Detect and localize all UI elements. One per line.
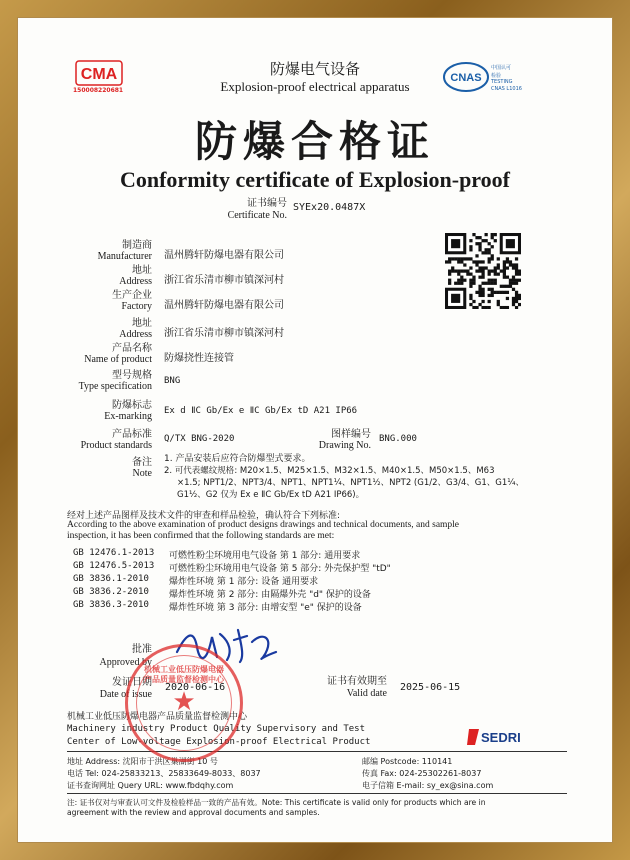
contact-postcode: 邮编 Postcode: 110141	[362, 757, 453, 766]
field-label-cn: 型号规格	[112, 370, 152, 381]
standard-code: GB 3836.1-2010	[73, 574, 149, 584]
cma-number: 150008220681	[73, 87, 124, 94]
field-label-cn: 地址	[132, 265, 152, 276]
field-label-en: Factory	[121, 301, 152, 312]
drawing-value: BNG.000	[379, 434, 417, 444]
valid-value: 2025-06-15	[400, 682, 461, 693]
cnas-label-sub1: 检验	[491, 73, 502, 79]
statement-en-2: inspection, it has been confirmed that the following standards are met:	[67, 531, 335, 541]
official-seal-text: 机械工业低压防爆电器产品质量监督检测中心	[144, 665, 224, 684]
center-name-en-2: Center of Low-voltage Explosion-proof Electrical Product	[67, 737, 371, 747]
footer-line-1: 注: 证书仅对与审查认可文件及检验样品一致的产品有效。Note: This certificate is valid only for products which are in	[67, 798, 486, 807]
standard-code: GB 3836.2-2010	[73, 587, 149, 597]
standard-code: GB 3836.3-2010	[73, 600, 149, 610]
field-label-en: Address	[119, 276, 152, 287]
field-label-en: Manufacturer	[97, 251, 152, 262]
standard-description: 可燃性粉尘环境用电气设备 第 1 部分: 通用要求	[169, 551, 361, 561]
qr-code	[445, 233, 521, 313]
note-line-3: ×1.5; NPT1/2、NPT3/4、NPT1、NPT1¼、NPT1½、NPT2 (G1/2、G3/4、G1、G1¼、	[177, 478, 525, 488]
field-value: 浙江省乐清市柳市镇深河村	[164, 328, 284, 339]
note-line-4: G1½、G2 仅为 Ex e ⅡC Gb/Ex tD A21 IP66)。	[177, 490, 365, 500]
standard-code: GB 12476.1-2013	[73, 548, 155, 558]
statement-en-1: According to the above examination of product designs drawings and technical documents, and sample	[67, 520, 460, 530]
title-cn-large: 防爆合格证	[194, 117, 435, 166]
contact-fax: 传真 Fax: 024-25302261-8037	[362, 769, 482, 778]
field-value: 温州腾轩防爆电器有限公司	[164, 300, 284, 311]
contact-query: 证书查询网址 Query URL: www.fbdqhy.com	[67, 781, 234, 790]
note-line-2: 2. 可代表螺纹规格: M20×1.5、M25×1.5、M32×1.5、M40×1.5、M50×1.5、M63	[164, 466, 495, 476]
issue-value: 2020-06-16	[165, 682, 226, 693]
note-label-en: Note	[132, 468, 152, 479]
field-value: 防爆挠性连接管	[164, 353, 234, 364]
certificate-no-label-en: Certificate No.	[227, 210, 287, 221]
field-value: Ex d ⅡC Gb/Ex e ⅡC Gb/Ex tD A21 IP66	[164, 406, 358, 416]
field-label-en: Type specification	[78, 381, 152, 392]
approved-label-en: Approved by	[99, 657, 152, 668]
cnas-label-sub3: CNAS L1016	[491, 86, 522, 92]
contact-tel: 电话 Tel: 024-25833213、25833649-8033、8037	[67, 769, 261, 778]
official-seal-stamp	[125, 644, 243, 762]
certificate-no-value: SYEx20.0487X	[293, 202, 366, 213]
divider-bottom	[67, 793, 567, 794]
field-value: 浙江省乐清市柳市镇深河村	[164, 275, 284, 286]
contact-address: 地址 Address: 沈阳市于洪区巢湖街 10 号	[67, 757, 218, 766]
divider-top	[67, 751, 567, 752]
field-label-en: Ex-marking	[104, 411, 152, 422]
standards-label-cn: 产品标准	[112, 429, 152, 440]
footer-line-2: agreement with the review and approval documents and samples.	[67, 808, 320, 817]
field-label-cn: 防爆标志	[112, 400, 152, 411]
field-value: BNG	[164, 376, 181, 386]
center-name-en-1: Machinery industry Product Quality Supervisory and Test	[67, 724, 366, 734]
field-label-cn: 生产企业	[112, 290, 152, 301]
standard-description: 爆炸性环境 第 2 部分: 由隔爆外壳 "d" 保护的设备	[169, 590, 371, 600]
standards-label-en: Product standards	[80, 440, 152, 451]
field-label-cn: 地址	[132, 318, 152, 329]
standard-description: 爆炸性环境 第 3 部分: 由增安型 "e" 保护的设备	[169, 603, 362, 613]
certificate-no-label-cn: 证书编号	[247, 198, 287, 209]
drawing-label-cn: 图样编号	[331, 429, 371, 440]
title-cn-small: 防爆电气设备	[269, 60, 360, 78]
field-label-cn: 制造商	[122, 240, 152, 251]
center-name-cn: 机械工业低压防爆电器产品质量监督检测中心	[67, 712, 248, 722]
title-en-large: Conformity certificate of Explosion-proof	[119, 167, 511, 192]
contact-email: 电子信箱 E-mail: sy_ex@sina.com	[362, 781, 494, 790]
standard-description: 爆炸性环境 第 1 部分: 设备 通用要求	[169, 577, 319, 587]
official-seal-star-icon: ★	[172, 687, 196, 717]
field-value: 温州腾轩防爆电器有限公司	[164, 250, 284, 261]
field-label-en: Name of product	[84, 354, 152, 365]
sedri-logo	[467, 727, 527, 751]
cnas-label-cn: 中国认可	[491, 65, 512, 71]
standard-code: GB 12476.5-2013	[73, 561, 155, 571]
issue-label-cn: 发证日期	[112, 677, 152, 688]
note-line-1-text: 1. 产品安装后应符合防爆型式要求。	[164, 454, 311, 464]
drawing-label-en: Drawing No.	[318, 440, 371, 451]
note-label-cn: 备注	[132, 457, 152, 468]
certificate-paper	[17, 17, 613, 843]
standards-value: Q/TX BNG-2020	[164, 434, 235, 444]
statement-cn: 经对上述产品图样及技术文件的审查和样品检验，确认符合下列标准:	[67, 511, 341, 521]
svg-text:CMA: CMA	[80, 66, 118, 83]
issue-label-en: Date of issue	[99, 689, 152, 700]
approved-label-cn: 批准	[132, 644, 152, 655]
valid-label-en: Valid date	[346, 688, 387, 699]
field-label-cn: 产品名称	[112, 343, 152, 354]
field-label-en: Address	[119, 329, 152, 340]
title-en-small: Explosion-proof electrical apparatus	[220, 79, 410, 94]
standard-description: 可燃性粉尘环境用电气设备 第 5 部分: 外壳保护型 "tD"	[169, 564, 391, 574]
svg-text:SEDRI: SEDRI	[481, 730, 521, 745]
cnas-label-sub2: TESTING	[491, 79, 513, 85]
valid-label-cn: 证书有效期至	[327, 676, 387, 687]
svg-text:CNAS: CNAS	[450, 72, 482, 84]
